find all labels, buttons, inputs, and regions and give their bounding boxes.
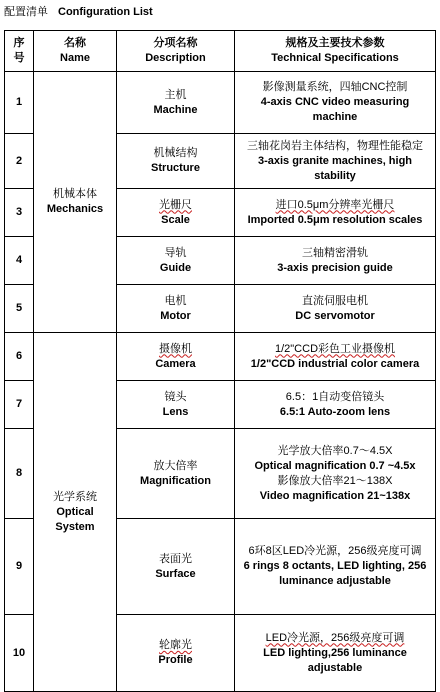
- description-cell: [117, 72, 235, 134]
- row-number: 1: [5, 72, 34, 134]
- description-en: Profile: [158, 654, 193, 666]
- header-description-en: Description: [145, 52, 206, 64]
- description-cn: 光栅尺: [159, 198, 192, 211]
- group-name-cell: [34, 72, 117, 333]
- description-cn: 轮廓光: [159, 639, 192, 651]
- group-name-cn: 机械本体: [53, 188, 97, 200]
- header-specifications: [235, 31, 436, 72]
- specification-cn: 6.5：1自动变倍镜头: [285, 390, 385, 403]
- specification-en: DC servomotor: [295, 309, 375, 322]
- group-name-en: Optical System: [55, 505, 95, 533]
- specification-en: 3-axis granite machines, high stability: [257, 154, 413, 182]
- group-name-en: Mechanics: [46, 203, 104, 215]
- specification-cell: [235, 189, 436, 237]
- description-en: Machine: [153, 103, 198, 116]
- specification-en: LED lighting,256 luminance adjustable: [263, 646, 407, 674]
- description-cell: [117, 333, 235, 381]
- specification-cn: 三轴花岗岩主体结构，物理性能稳定: [247, 139, 423, 152]
- description-cell: [117, 237, 235, 285]
- specification-en: 4-axis CNC video measuring machine: [260, 96, 410, 123]
- row-number: 3: [5, 189, 34, 237]
- description-en: Magnification: [140, 474, 211, 487]
- description-cn: 导轨: [164, 246, 187, 259]
- specification-cn: 直流伺服电机: [302, 294, 368, 307]
- description-en: Structure: [151, 162, 200, 174]
- specification-en: Video magnification 21~138x: [259, 489, 411, 502]
- header-no-line-1: 序: [13, 37, 25, 49]
- row-number: 5: [5, 285, 34, 333]
- header-name: [34, 31, 117, 72]
- header-no-line-2: 号: [13, 52, 25, 64]
- specification-cell: [235, 429, 436, 519]
- description-cell: [117, 285, 235, 333]
- group-name-cn: 光学系统: [53, 490, 97, 503]
- description-cn: 镜头: [164, 390, 187, 403]
- description-cn: 表面光: [159, 552, 192, 565]
- specification-cell: [235, 72, 436, 134]
- document-title-en: Configuration List: [58, 6, 153, 18]
- specification-cell: [235, 615, 436, 692]
- specification-cn: 影像测量系统，四轴CNC控制: [262, 81, 408, 93]
- table-row: [5, 72, 436, 134]
- row-number: 8: [5, 429, 34, 519]
- specification-cn: LED冷光源，256级亮度可调: [265, 631, 405, 644]
- description-en: Motor: [160, 309, 191, 322]
- row-number: 7: [5, 381, 34, 429]
- table-body: [5, 72, 436, 692]
- specification-en: 6 rings 8 octants, LED lighting, 256 luminance adjustable: [243, 560, 427, 587]
- configuration-table: [4, 30, 436, 692]
- description-cn: 摄像机: [159, 342, 192, 355]
- description-cell: [117, 429, 235, 519]
- specification-en: 6.5:1 Auto-zoom lens: [279, 405, 391, 418]
- description-en: Guide: [159, 261, 192, 274]
- description-cell: [117, 189, 235, 237]
- row-number: 10: [5, 615, 34, 692]
- description-en: Scale: [161, 213, 190, 226]
- description-cell: [117, 381, 235, 429]
- specification-en: 3-axis precision guide: [277, 261, 393, 274]
- description-cell: [117, 519, 235, 615]
- specification-cn: 6环8区LED冷光源，256级亮度可调: [248, 545, 422, 557]
- row-number: 9: [5, 519, 34, 615]
- specification-cn: 1/2"CCD彩色工业摄像机: [274, 342, 396, 355]
- specification-cell: [235, 381, 436, 429]
- specification-cn: 三轴精密滑轨: [302, 246, 368, 259]
- description-cn: 放大倍率: [153, 459, 198, 472]
- description-en: Lens: [162, 405, 189, 418]
- row-number: 2: [5, 134, 34, 189]
- header-specs-en: Technical Specifications: [271, 52, 399, 64]
- header-name-en: Name: [60, 52, 90, 64]
- specification-en: Optical magnification 0.7 ~4.5x: [254, 459, 416, 472]
- header-description: [117, 31, 235, 72]
- description-en: Camera: [155, 357, 196, 370]
- description-cn: 电机: [164, 294, 187, 307]
- specification-cell: [235, 519, 436, 615]
- document-title-cn: 配置清单: [4, 6, 48, 18]
- header-row: [5, 31, 436, 72]
- specification-en: Imported 0.5μm resolution scales: [247, 213, 423, 226]
- specification-cell: [235, 237, 436, 285]
- table-row: [5, 333, 436, 381]
- description-cell: [117, 615, 235, 692]
- specification-cell: [235, 333, 436, 381]
- specification-cell: [235, 134, 436, 189]
- header-name-cn: 名称: [64, 37, 86, 49]
- row-number: 6: [5, 333, 34, 381]
- specification-en: 1/2"CCD industrial color camera: [250, 357, 420, 370]
- description-en: Surface: [155, 567, 196, 580]
- document-title: [4, 3, 434, 21]
- specification-cn: 影像放大倍率21～138X: [277, 474, 393, 487]
- specification-cell: [235, 285, 436, 333]
- specification-cn: 进口0.5μm分辨率光栅尺: [275, 198, 395, 211]
- header-specs-cn: 规格及主要技术参数: [285, 37, 385, 49]
- description-cell: [117, 134, 235, 189]
- header-description-cn: 分项名称: [153, 37, 198, 49]
- row-number: 4: [5, 237, 34, 285]
- description-cn: 主机: [164, 88, 187, 101]
- group-name-cell: [34, 333, 117, 692]
- specification-cn: 光学放大倍率0.7～4.5X: [277, 444, 393, 457]
- header-no: [5, 31, 34, 72]
- description-cn: 机械结构: [153, 147, 198, 159]
